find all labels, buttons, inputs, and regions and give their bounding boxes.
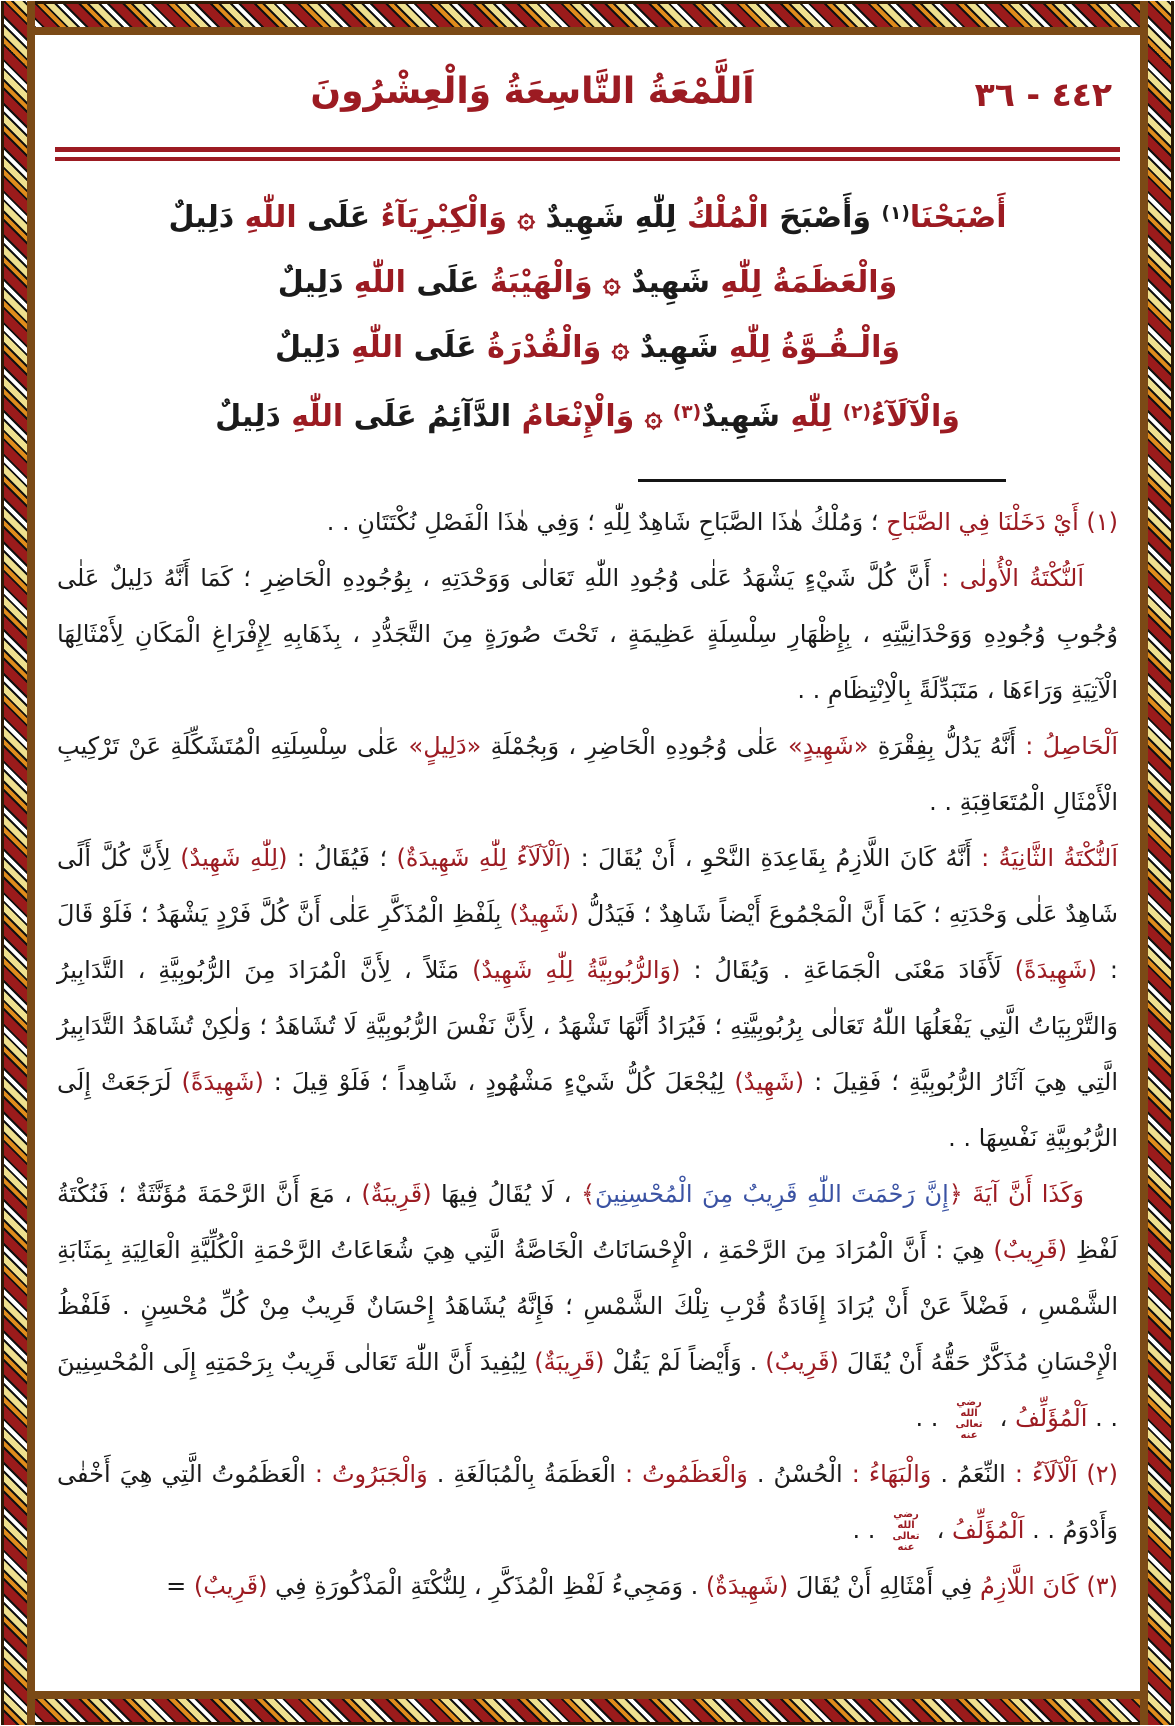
text-segment: (قَرِيبَةٌ)	[361, 1180, 432, 1208]
text-segment: (شَهِيدَةً)	[1014, 956, 1097, 984]
text-segment: عَلَى	[403, 330, 488, 365]
text-segment: وَكَذَا أَنَّ آيَةَ	[962, 1180, 1084, 1208]
seal-text: رضي الله	[956, 1397, 982, 1419]
text-segment: عَلٰى سِلْسِلَتِهِ الْمُتَشَكِّلَةِ عَنْ تَرْكِيبِ الْأَمْثَالِ الْمُتَعَاقِبَةِ . .	[57, 732, 1118, 816]
text-segment: ،	[992, 1404, 1016, 1432]
text-segment: الْعَظَمَةُ بِالْمُبَالَغَةِ .	[427, 1460, 616, 1488]
text-segment: هِيَ : أَنَّ الْمُرَادَ مِنَ الرَّحْمَةِ ، الْإِحْسَانَاتُ الْخَاصَّةُ الَّتِي هِيَ شُعَاعَاتُ الرَّحْمَةِ الْكُلِّيَّةِ الْعَالِيَةِ بِمَثَابَةِ الشَّمْسِ ، فَضْلاً عَنْ أَنْ يُرَادَ إِفَادَةُ قُرْبِ تِلْكَ الشَّمْسِ ؛ فَإِنَّهُ يُشَاهَدُ إِحْسَانٌ قَرِيبٌ مِنْ كُلِّ مُحْسِنٍ . فَلَفْظُ الْإِحْسَانِ مُذَكَّرٌ حَقُّهُ أَنْ يُقَالَ	[57, 1236, 1118, 1376]
text-segment: شَهِيدٌ	[701, 399, 791, 434]
text-segment: (٢)	[842, 402, 871, 423]
author-seal-icon	[946, 1396, 992, 1442]
text-segment: دَلِيلٌ	[168, 200, 245, 235]
text-segment: أَنَّهُ كَانَ اللَّازِمُ بِقَاعِدَةِ النَّحْوِ ، أَنْ يُقَالَ :	[571, 844, 972, 872]
text-segment: الدَّآئِمُ عَلَى	[343, 399, 522, 434]
text-segment: . .	[915, 1404, 947, 1432]
text-segment: (شَهِيدَةٌ)	[705, 1572, 789, 1600]
ornamental-border-bottom	[1, 1691, 1174, 1725]
text-segment: عَلٰى وُجُودِهِ الْحَاضِرِ ، وَبِجُمْلَةِ	[481, 732, 789, 760]
text-segment: اَلنُّكْتَةُ الْأُولٰى :	[930, 564, 1084, 592]
text-segment: ؛ فَيُقَالُ :	[287, 844, 397, 872]
text-segment: لَأَفَادَ مَعْنَى الْجَمَاعَةِ . وَيُقَالُ :	[680, 956, 1015, 984]
ornamental-border-left	[1, 1, 35, 1725]
verse-block	[35, 181, 1140, 449]
text-segment: ، مَعَ أَنَّ الرَّحْمَةَ مُؤَنَّثَةٌ ؛ فَنُكْتَةُ لَفْظِ	[57, 1180, 1118, 1264]
text-segment: (قَرِيبٌ)	[193, 1572, 268, 1600]
seal-text: رضي الله	[893, 1509, 919, 1531]
footnote-separator-rule	[638, 479, 1006, 482]
text-segment: (١) أَيْ دَخَلْنَا فِي الصَّبَاحِ	[886, 508, 1118, 536]
text-segment: اللّٰهِ	[244, 200, 297, 235]
text-segment: ۞ وَالْهَيْبَةُ	[489, 265, 621, 300]
text-segment: لِيُفِيدَ أَنَّ اللّٰهَ تَعَالٰى قَرِيبٌ بِرَحْمَتِهِ إِلَى الْمُحْسِنِينَ . .	[57, 1348, 1118, 1432]
text-segment: مَثَلاً ، لِأَنَّ الْمُرَادَ مِنَ الرُّبُوبِيَّةِ ، التَّدَابِيرُ وَالتَّرْبِيَاتُ الَّتِي يَفْعَلُهَا اللّٰهُ تَعَالٰى بِرُبُوبِيَّتِهِ ؛ فَيُرَادُ أَنَّهَا تَشْهَدُ ، لِأَنَّ نَفْسَ الرُّبُوبِيَّةِ لَا تُشَاهَدُ ؛ وَلٰكِنْ تُشَاهَدُ التَّدَابِيرُ الَّتِي هِيَ آثَارُ الرُّبُوبِيَّةِ ؛ فَقِيلَ :	[57, 956, 1119, 1096]
text-segment: اَلْمُؤَلِّفُ	[952, 1516, 1025, 1544]
text-segment: النِّعَمُ .	[931, 1460, 1006, 1488]
text-segment: دَلِيلٌ	[275, 330, 352, 365]
footnote-1-intro	[57, 494, 1118, 550]
text-segment: «شَهِيدٍ»	[788, 732, 869, 760]
footnote-1-nukta-1	[57, 550, 1118, 718]
footnote-3	[57, 1558, 1118, 1614]
text-segment: وَالْعَظَمَةُ لِلّٰهِ	[720, 265, 898, 300]
text-segment: (٢) اَلْآلَآءُ :	[1005, 1460, 1119, 1488]
footnotes-section	[57, 494, 1118, 1614]
text-segment: شَهِيدٌ	[620, 265, 721, 300]
text-segment: وَالْآلَآءُ	[870, 399, 960, 434]
ornamental-border-right	[1140, 1, 1174, 1725]
text-segment: . وَمَجِيءُ لَفْظِ الْمُذَكَّرِ ، لِلنُّكْتَةِ الْمَذْكُورَةِ فِي	[267, 1572, 706, 1600]
text-segment: دَلِيلٌ	[215, 399, 292, 434]
text-segment: لِأَنَّ كُلَّ أَلًى شَاهِدٌ عَلٰى وَحْدَتِهِ ؛ كَمَا أَنَّ الْمَجْمُوعَ أَيْضاً شَاهِدٌ ؛ فَيَدُلُّ	[57, 844, 1118, 928]
text-segment: عَلَى	[405, 265, 490, 300]
seal-text: تعالى عنه	[955, 1419, 983, 1441]
text-segment: اللّٰهِ	[353, 265, 406, 300]
text-segment: وَالْعَظَمُوتُ :	[615, 1460, 748, 1488]
verse-line-2	[35, 250, 1140, 315]
text-segment: (٣)	[672, 402, 702, 423]
text-segment: ،	[929, 1516, 953, 1544]
text-segment: الْعَظَمُوتُ الَّتِي هِيَ أَخْفٰى وَأَدْوَمُ . .	[57, 1460, 1118, 1544]
author-seal-icon	[883, 1508, 929, 1554]
text-segment: . .	[852, 1516, 884, 1544]
verse-line-4	[35, 380, 1140, 449]
header-divider-rule	[55, 147, 1120, 161]
text-segment: اَلْحَاصِلُ :	[1016, 732, 1118, 760]
text-segment: أَنَّ كُلَّ شَيْءٍ يَشْهَدُ عَلٰى وُجُودِ اللّٰهِ تَعَالٰى وَوَحْدَتِهِ ، بِوُجُودِهِ الْحَاضِرِ ؛ كَمَا أَنَّهُ دَلِيلٌ عَلٰى وُجُوبِ وُجُودِهِ وَوَحْدَانِيَّتِهِ ، بِإِظْهَارِ سِلْسِلَةٍ عَظِيمَةٍ ، تَحْتَ صُورَةٍ مِنَ التَّجَدُّدِ ، بِذَهَابِهِ لِإِفْرَاغِ الْمَكَانِ لِأَمْثَالِهَا الْآتِيَةِ وَرَاءَهَا ، مَتَبَدِّلَةً بِالْاِنْتِظَامِ . .	[57, 564, 1118, 704]
text-segment: (شَهِيدٌ)	[734, 1068, 805, 1096]
text-segment: (٣) كَانَ اللَّازِمُ	[972, 1572, 1118, 1600]
page-title: اَللَّمْعَةُ التَّاسِعَةُ وَالْعِشْرُونَ	[310, 71, 755, 112]
text-segment: فِي أَمْثَالِهِ أَنْ يُقَالَ	[788, 1572, 973, 1600]
page-content	[35, 35, 1140, 1691]
text-segment: لِلّٰهِ شَهِيدٌ	[535, 200, 687, 235]
text-segment: اَلْمُؤَلِّفُ	[1015, 1404, 1088, 1432]
text-segment: أَصْبَحْنَا	[909, 200, 1007, 235]
text-segment: (وَالرُّبُوبِيَّةُ لِلّٰهِ شَهِيدٌ)	[472, 956, 681, 984]
ornamental-border-top	[1, 1, 1174, 35]
verse-line-1	[35, 181, 1140, 250]
text-segment: اللّٰهِ	[351, 330, 404, 365]
text-segment: (شَهِيدَةً)	[181, 1068, 264, 1096]
text-segment: (لِلّٰهِ شَهِيدٌ)	[180, 844, 288, 872]
text-segment: دَلِيلٌ	[277, 265, 354, 300]
text-segment: ﴾	[580, 1180, 595, 1208]
text-segment: (١)	[881, 203, 910, 224]
footnote-1-hasil	[57, 718, 1118, 830]
text-segment: (شَهِيدٌ)	[509, 900, 580, 928]
page-header	[35, 35, 1140, 147]
text-segment: (قَرِيبٌ)	[765, 1348, 839, 1376]
text-segment: ۞ وَالْكِبْرِيَآءُ	[380, 200, 536, 235]
text-segment: لِلّٰهِ	[790, 399, 843, 434]
page-number: ٤٤٢ - ٣٦	[974, 75, 1112, 114]
seal-text: تعالى عنه	[892, 1531, 920, 1553]
footnote-2	[57, 1446, 1118, 1558]
text-segment: اَلنُّكْتَةُ الثَّانِيَةُ :	[971, 844, 1119, 872]
text-segment: اللّٰهِ	[291, 399, 344, 434]
text-segment: الْحُسْنُ .	[747, 1460, 843, 1488]
text-segment: شَهِيدٌ	[629, 330, 730, 365]
text-segment: وَالْجَبَرُوتُ :	[305, 1460, 428, 1488]
text-segment: ؛ وَمُلْكُ هٰذَا الصَّبَاحِ شَاهِدٌ لِلّٰهِ ؛ وَفِي هٰذَا الْفَصْلِ نُكْتَتَانِ . .	[326, 508, 887, 536]
text-segment: وَالْبَهَاءُ :	[842, 1460, 932, 1488]
text-segment: ۞ وَالْإِنْعَامُ	[521, 399, 673, 434]
text-segment: وَالْـقُـوَّةُ لِلّٰهِ	[729, 330, 900, 365]
verse-line-3	[35, 315, 1140, 380]
text-segment: (اَلْآلَآءُ لِلّٰهِ شَهِيدَةٌ)	[396, 844, 572, 872]
text-segment: وَأَصْبَحَ	[768, 200, 882, 235]
text-segment: (قَرِيبَةٌ)	[534, 1348, 605, 1376]
text-segment: لَرَجَعَتْ إِلَى الرُّبُوبِيَّةِ نَفْسِهَا . .	[57, 1068, 1118, 1152]
text-segment: ۞ وَالْقُدْرَةُ	[487, 330, 630, 365]
text-segment: لِيُجْعَلَ كُلُّ شَيْءٍ مَشْهُودٍ ، شَاهِداً ؛ فَلَوْ قِيلَ :	[263, 1068, 735, 1096]
footnote-1-ayah-note	[57, 1166, 1118, 1446]
text-segment: بِلَفْظِ الْمُذَكَّرِ عَلٰى أَنَّ كُلَّ فَرْدٍ يَشْهَدُ ؛ فَلَوْ قَالَ :	[57, 900, 1119, 984]
text-segment: «دَلِيلٍ»	[408, 732, 482, 760]
text-segment: ﴿	[948, 1180, 963, 1208]
text-segment: إِنَّ رَحْمَتَ اللّٰهِ قَرِيبٌ مِنَ الْمُحْسِنِينَ	[595, 1180, 949, 1208]
text-segment: =	[166, 1572, 194, 1600]
text-segment: . وَأَيْضاً لَمْ يَقُلْ	[604, 1348, 766, 1376]
text-segment: الْمُلْكُ	[686, 200, 769, 235]
text-segment: عَلَى	[296, 200, 381, 235]
text-segment: (قَرِيبٌ)	[993, 1236, 1068, 1264]
footnote-1-nukta-2	[57, 830, 1118, 1166]
text-segment: ، لَا يُقَالُ فِيهَا	[431, 1180, 581, 1208]
text-segment: أَنَّهُ يَدُلُّ بِفِقْرَةِ	[868, 732, 1016, 760]
